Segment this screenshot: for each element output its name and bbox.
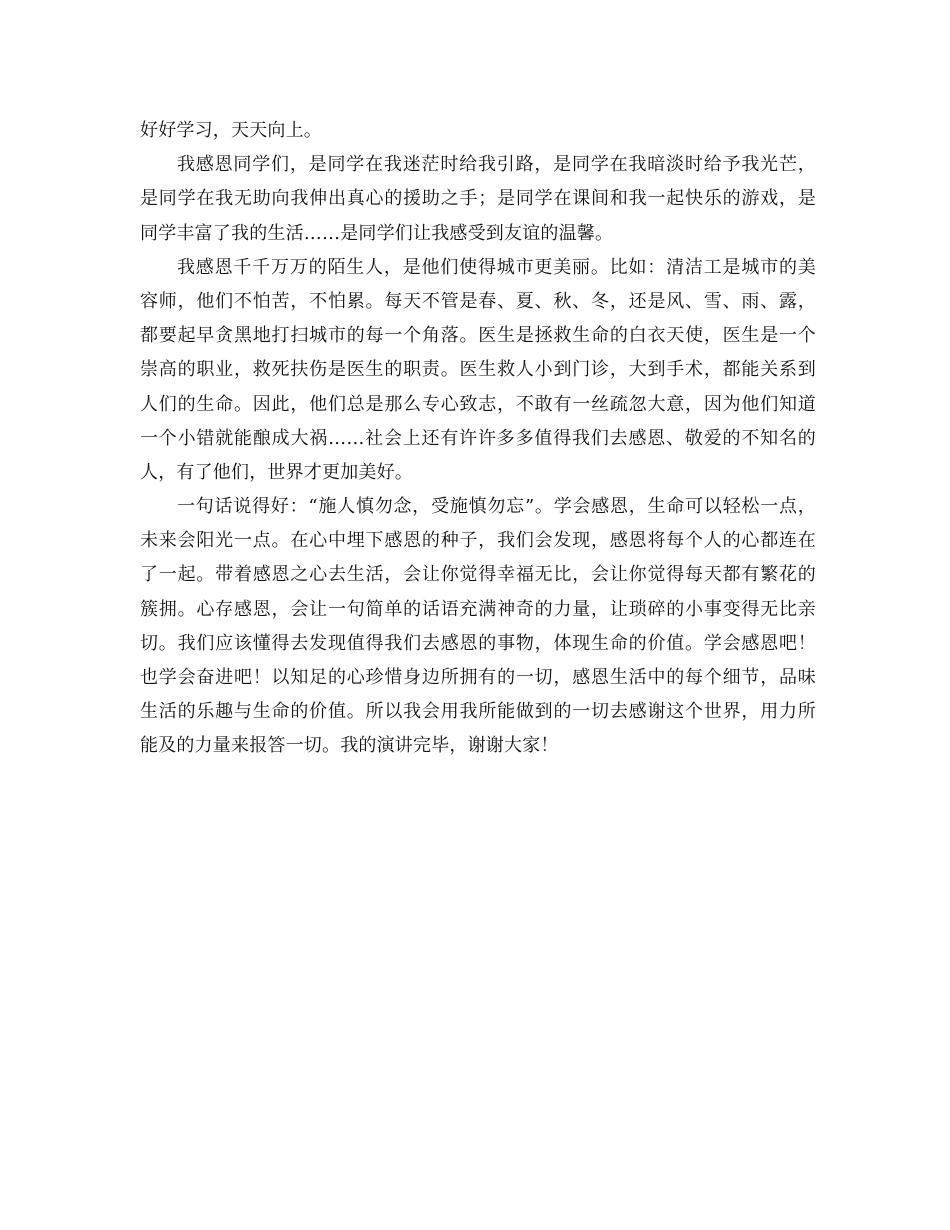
text-line: 也学会奋进吧！以知足的心珍惜身边所拥有的一切，感恩生活中的每个细节，品味 bbox=[140, 667, 816, 688]
speech-text bbox=[140, 114, 816, 764]
text-line: 人们的生命。因此，他们总是那么专心致志，不敢有一丝疏忽大意，因为他们知道 bbox=[140, 393, 816, 415]
paragraph-last-line: 人，有了他们，世界才更加美好。 bbox=[140, 461, 413, 483]
text-line: 簇拥。心存感恩，会让一句简单的话语充满神奇的力量，让琐碎的小事变得无比亲 bbox=[140, 598, 816, 620]
text-line: 一个小错就能酿成大祸……社会上还有许许多多值得我们去感恩、敬爱的不知名的 bbox=[140, 427, 816, 449]
text-line: 是同学在我无助向我伸出真心的援助之手；是同学在课间和我一起快乐的游戏，是 bbox=[140, 188, 816, 210]
text-line: 了一起。带着感恩之心去生活，会让你觉得幸福无比，会让你觉得每天都有繁花的 bbox=[140, 564, 816, 586]
paragraph-last-line: 能及的力量来报答一切。我的演讲完毕，谢谢大家！ bbox=[140, 735, 559, 757]
text-line: 崇高的职业，救死扶伤是医生的职责。医生救人小到门诊，大到手术，都能关系到 bbox=[140, 359, 816, 381]
text-line: 生活的乐趣与生命的价值。所以我会用我所能做到的一切去感谢这个世界，用力所 bbox=[140, 701, 816, 723]
paragraph-first-line: 一句话说得好：“施人慎勿念，受施慎勿忘”。学会感恩，生命可以轻松一点， bbox=[177, 496, 816, 518]
paragraph-last-line: 同学丰富了我的生活……是同学们让我感受到友谊的温馨。 bbox=[140, 222, 614, 244]
text-line: 好好学习，天天向上。 bbox=[140, 120, 322, 141]
text-line: 容师，他们不怕苦，不怕累。每天不管是春、夏、秋、冬，还是风、雪、雨、露， bbox=[140, 290, 816, 312]
text-line: 切。我们应该懂得去发现值得我们去感恩的事物，体现生命的价值。学会感恩吧！ bbox=[140, 632, 816, 654]
text-line: 都要起早贪黑地打扫城市的每一个角落。医生是拯救生命的白衣天使，医生是一个 bbox=[140, 325, 816, 347]
paragraph-first-line: 我感恩同学们，是同学在我迷茫时给我引路，是同学在我暗淡时给予我光芒， bbox=[177, 154, 816, 176]
paragraph-first-line: 我感恩千千万万的陌生人，是他们使得城市更美丽。比如：清洁工是城市的美 bbox=[177, 256, 816, 278]
text-line: 未来会阳光一点。在心中埋下感恩的种子，我们会发现，感恩将每个人的心都连在 bbox=[140, 530, 816, 552]
